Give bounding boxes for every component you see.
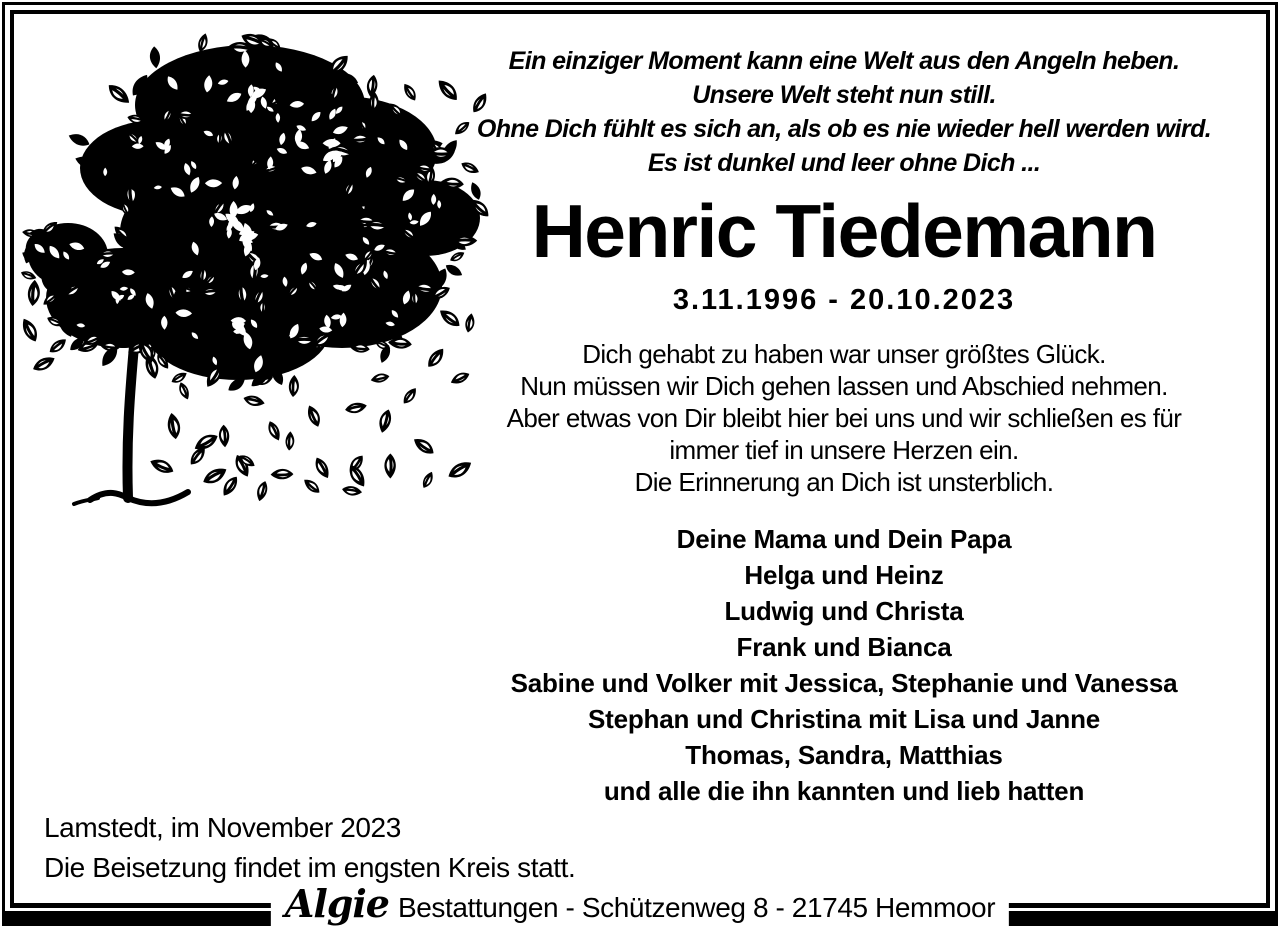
mourner-line: und alle die ihn kannten und lieb hatten <box>603 776 1085 806</box>
farewell-line: Aber etwas von Dir bleibt hier bei uns und wir schließen es für <box>506 403 1182 433</box>
epigraph-line: Ein einziger Moment kann eine Welt aus den Angeln heben. <box>508 47 1180 75</box>
farewell-line: Nun müssen wir Dich gehen lassen und Abschied nehmen. <box>520 371 1168 401</box>
mourner-line: Helga und Heinz <box>744 560 944 590</box>
epigraph-line: Es ist dunkel und leer ohne Dich ... <box>647 149 1041 177</box>
epigraph-line: Unsere Welt steht nun still. <box>692 81 996 109</box>
funeral-home-footer <box>271 881 1009 928</box>
life-dates: 3.11.1996 - 20.10.2023 <box>672 284 1016 316</box>
mourner-line: Frank und Bianca <box>736 632 952 662</box>
farewell-line: Dich gehabt zu haben war unser größtes Glück. <box>582 339 1106 369</box>
farewell-line: Die Erinnerung an Dich ist unsterblich. <box>634 467 1054 497</box>
mourner-line: Ludwig und Christa <box>724 596 964 626</box>
mourner-line: Thomas, Sandra, Matthias <box>685 740 1003 770</box>
farewell-text <box>436 338 1252 498</box>
deceased-name: Henric Tiedemann <box>531 189 1157 273</box>
farewell-line: immer tief in unsere Herzen ein. <box>669 435 1019 465</box>
epigraph-block <box>436 44 1252 180</box>
mourner-line: Stephan und Christina mit Lisa und Janne <box>587 704 1101 734</box>
mourner-line: Sabine und Volker mit Jessica, Stephanie und Vanessa <box>510 668 1178 698</box>
epigraph-line: Ohne Dich fühlt es sich an, als ob es nie wieder hell werden wird. <box>476 115 1212 143</box>
place-date-line: Lamstedt, im November 2023 <box>44 812 401 843</box>
burial-notice: Die Beisetzung findet im engsten Kreis statt. <box>44 852 576 883</box>
mourner-line: Deine Mama und Dein Papa <box>676 524 1012 554</box>
mourners-list <box>436 521 1252 809</box>
funeral-home-logo-text: Algie <box>284 881 389 926</box>
funeral-home-address: Bestattungen - Schützenweg 8 - 21745 Hemmoor <box>397 892 996 923</box>
